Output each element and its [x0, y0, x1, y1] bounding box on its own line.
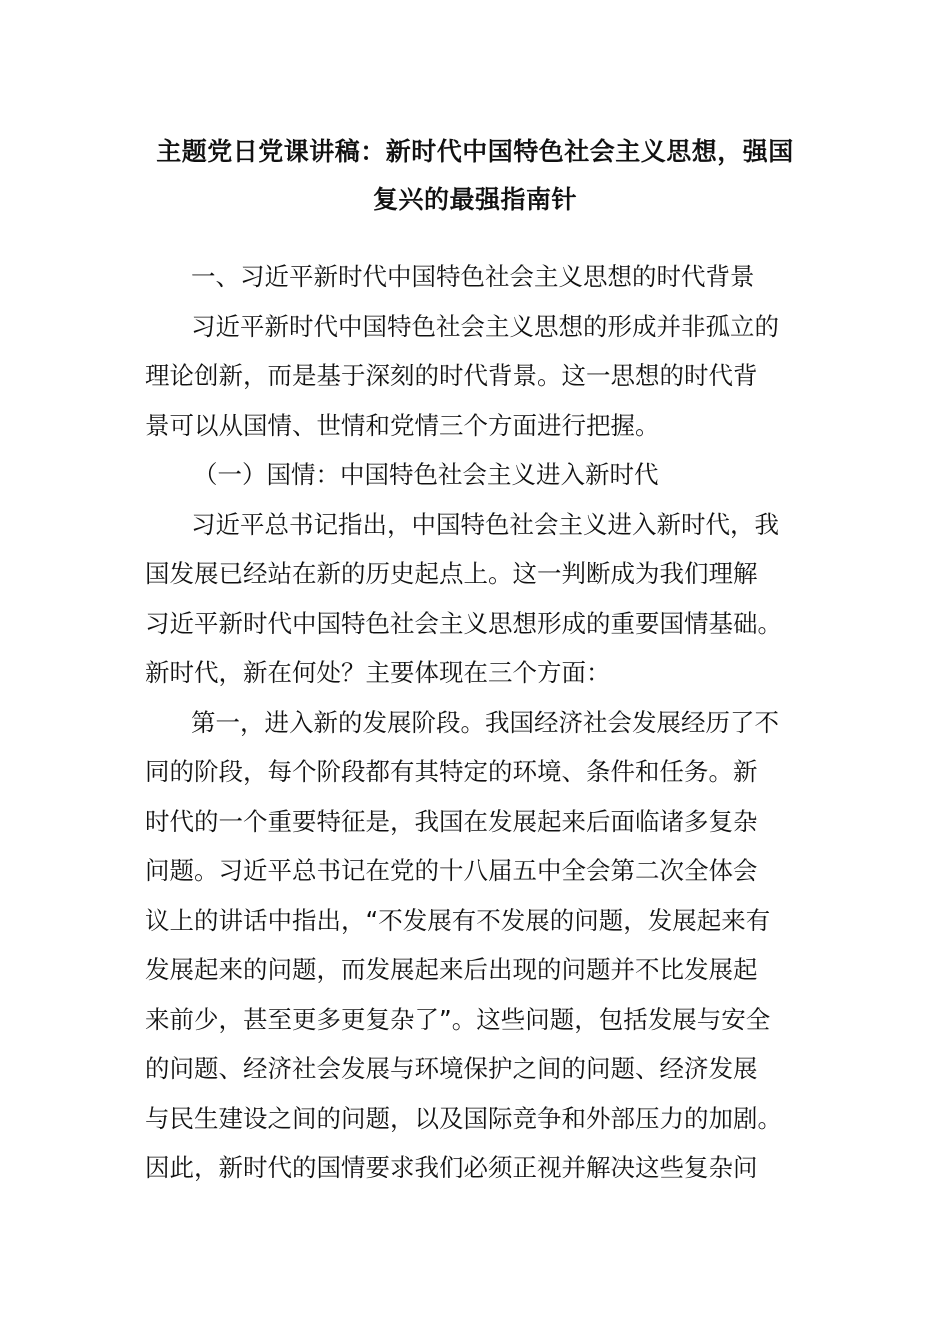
body-line: 与民生建设之间的问题，以及国际竞争和外部压力的加剧。	[145, 1103, 782, 1133]
body-line: 第一，进入新的发展阶段。我国经济社会发展经历了不	[191, 707, 779, 737]
document-title	[140, 128, 810, 224]
body-line: 习近平新时代中国特色社会主义思想形成的重要国情基础。	[145, 608, 782, 638]
body-line: 新时代，新在何处？主要体现在三个方面：	[145, 658, 611, 687]
title-line-2: 复兴的最强指南针	[372, 185, 577, 214]
body-line: 发展起来的问题，而发展起来后出现的问题并不比发展起	[145, 955, 758, 984]
body-line: （一）国情：中国特色社会主义进入新时代	[193, 460, 659, 489]
body-line: 同的阶段，每个阶段都有其特定的环境、条件和任务。新	[145, 757, 758, 786]
body-line: 习近平新时代中国特色社会主义思想的形成并非孤立的	[191, 311, 779, 341]
body-line: 国发展已经站在新的历史起点上。这一判断成为我们理解	[145, 559, 758, 588]
body-line: 来前少，甚至更多更复杂了”。这些问题，包括发展与安全	[145, 1004, 771, 1034]
body-line: 的问题、经济社会发展与环境保护之间的问题、经济发展	[145, 1054, 758, 1083]
document-body	[145, 252, 805, 1193]
body-line: 一、习近平新时代中国特色社会主义思想的时代背景	[191, 262, 755, 291]
body-line: 时代的一个重要特征是，我国在发展起来后面临诸多复杂	[145, 806, 758, 836]
body-line: 理论创新，而是基于深刻的时代背景。这一思想的时代背	[145, 361, 758, 390]
body-line: 因此，新时代的国情要求我们必须正视并解决这些复杂问	[145, 1153, 758, 1182]
title-line-1: 主题党日党课讲稿：新时代中国特色社会主义思想，强国	[156, 137, 794, 166]
body-line: 习近平总书记指出，中国特色社会主义进入新时代，我	[191, 509, 779, 539]
body-line: 议上的讲话中指出，“不发展有不发展的问题，发展起来有	[145, 905, 771, 935]
body-line: 景可以从国情、世情和党情三个方面进行把握。	[145, 410, 660, 440]
body-line: 问题。习近平总书记在党的十八届五中全会第二次全体会	[145, 856, 758, 885]
